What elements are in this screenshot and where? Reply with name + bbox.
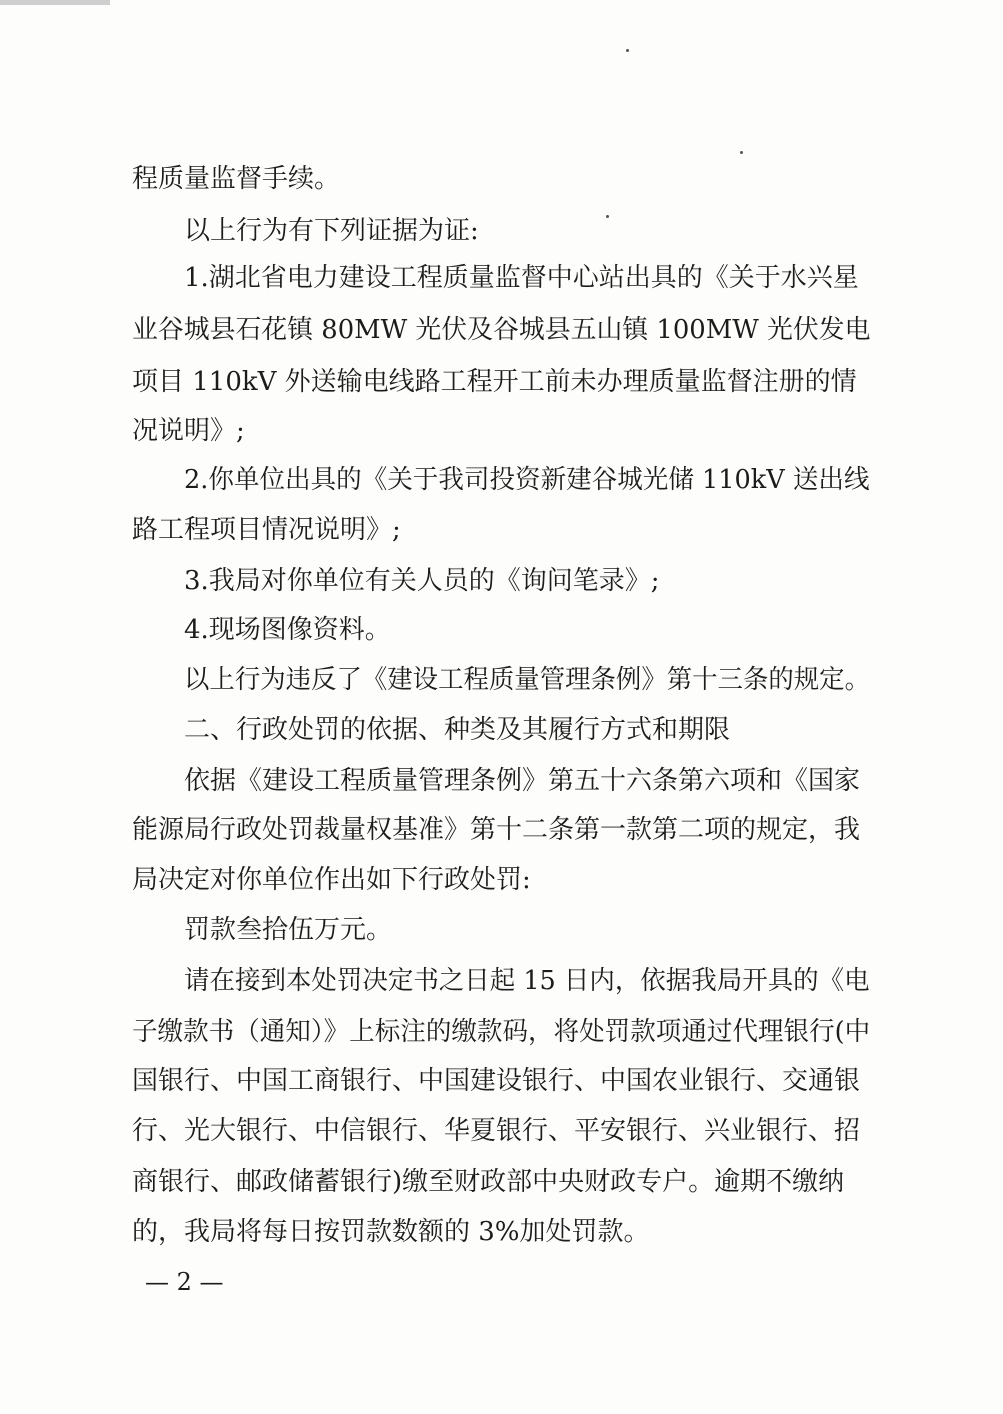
- text-line-content: 况说明》;: [132, 416, 245, 446]
- text-line: [0, 258, 1003, 298]
- scan-edge-mark: [0, 0, 110, 5]
- text-line: [0, 910, 1003, 950]
- text-line: [0, 362, 1003, 402]
- text-line-content: 3.我局对你单位有关人员的《询问笔录》;: [184, 566, 660, 596]
- text-line: [0, 660, 1003, 700]
- text-line-content: 项目 110kV 外送输电线路工程开工前未办理质量监督注册的情: [132, 367, 857, 397]
- text-line-content: 以上行为有下列证据为证:: [184, 216, 479, 246]
- text-line-content: 罚款叁拾伍万元。: [184, 915, 393, 945]
- text-line: [0, 761, 1003, 801]
- text-line: [0, 561, 1003, 601]
- text-line: [0, 310, 1003, 350]
- text-line-content: 国银行、中国工商银行、中国建设银行、中国农业银行、交通银: [132, 1066, 861, 1096]
- text-line: [0, 860, 1003, 900]
- text-line-content: 依据《建设工程质量管理条例》第五十六条第六项和《国家: [184, 766, 861, 796]
- text-line-content: 局决定对你单位作出如下行政处罚:: [132, 865, 531, 895]
- text-line: [0, 211, 1003, 251]
- text-line-content: 行、光大银行、中信银行、华夏银行、平安银行、兴业银行、招: [132, 1116, 861, 1146]
- text-line: [0, 460, 1003, 500]
- text-line: [0, 411, 1003, 451]
- text-line-content: 子缴款书（通知）》上标注的缴款码，将处罚款项通过代理银行(中: [132, 1017, 871, 1047]
- text-line: [0, 1162, 1003, 1202]
- text-line-content: 4.现场图像资料。: [184, 615, 391, 645]
- scan-speck: [626, 49, 629, 52]
- section-heading-text: 二、行政处罚的依据、种类及其履行方式和期限: [184, 715, 731, 745]
- text-line: [0, 159, 1003, 199]
- section-heading: [0, 710, 1003, 750]
- text-line: [0, 810, 1003, 850]
- text-line: [0, 1111, 1003, 1151]
- text-line-content: 路工程项目情况说明》;: [132, 515, 401, 545]
- text-line: [0, 610, 1003, 650]
- text-line-content: 的，我局将每日按罚款数额的 3%加处罚款。: [132, 1217, 650, 1247]
- text-line-content: 以上行为违反了《建设工程质量管理条例》第十三条的规定。: [184, 665, 871, 695]
- text-line: [0, 1212, 1003, 1252]
- text-line-content: 程质量监督手续。: [132, 164, 341, 194]
- page-number: — 2 —: [145, 1268, 224, 1296]
- text-line: [0, 1012, 1003, 1052]
- text-line: [0, 510, 1003, 550]
- text-line: [0, 1061, 1003, 1101]
- text-line-content: 2.你单位出具的《关于我司投资新建谷城光储 110kV 送出线: [184, 465, 870, 495]
- scan-speck: [740, 151, 743, 154]
- text-line-content: 1.湖北省电力建设工程质量监督中心站出具的《关于水兴星: [184, 263, 859, 293]
- text-line-content: 商银行、邮政储蓄银行)缴至财政部中央财政专户。逾期不缴纳: [132, 1167, 845, 1197]
- text-line-content: 请在接到本处罚决定书之日起 15 日内，依据我局开具的《电: [184, 966, 870, 996]
- text-line-content: 能源局行政处罚裁量权基准》第十二条第一款第二项的规定，我: [132, 815, 861, 845]
- text-line: [0, 961, 1003, 1001]
- text-line-content: 业谷城县石花镇 80MW 光伏及谷城县五山镇 100MW 光伏发电: [132, 315, 871, 345]
